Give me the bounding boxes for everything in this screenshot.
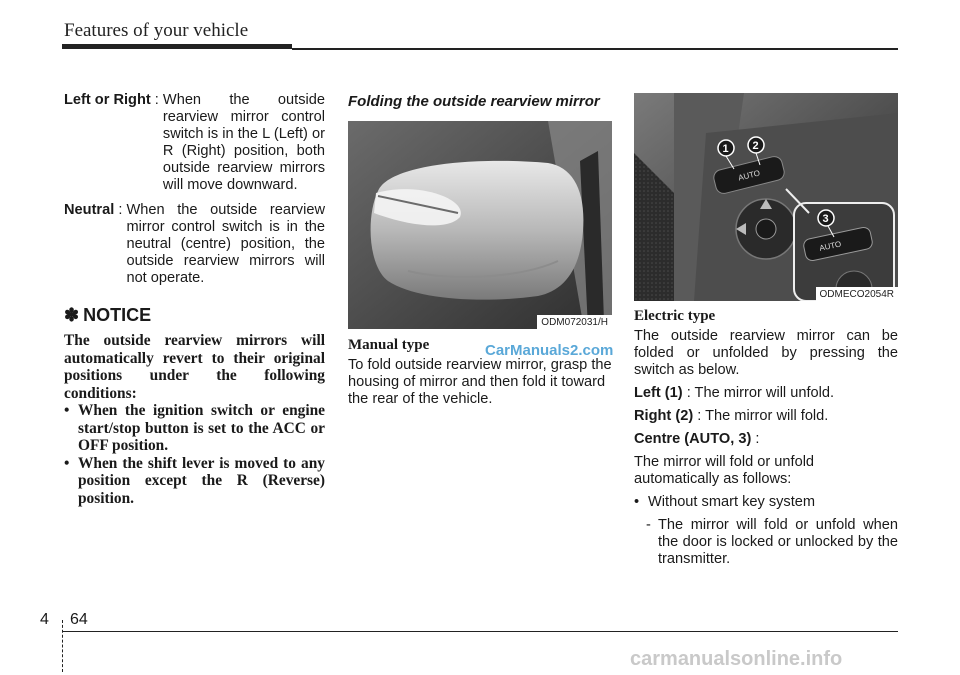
bullet-text: Without smart key system [648, 494, 816, 510]
electric-switch-figure [634, 93, 898, 301]
footer-separator [62, 620, 63, 672]
callout-1-text: 1 [722, 143, 729, 155]
item-term: Centre (AUTO, 3) [634, 431, 752, 447]
manual-type-paragraph: To fold outside rearview mirror, grasp the housing of mirror and then fold it toward the rear of the vehicle. [348, 357, 612, 407]
header-rule-thin [292, 48, 898, 50]
definition-desc: When the outside rearview mirror control switch is in the L (Left) or R (Right) position, both outside rearview mirrors will move downward. [162, 92, 325, 193]
page-header-title: Features of your vehicle [64, 20, 249, 41]
bullet-dot-icon: • [634, 494, 640, 510]
footer-chapter-number: 4 [40, 611, 49, 628]
bullet-dot-icon: • [64, 454, 70, 472]
item-left [634, 385, 898, 402]
notice-bullet-text: When the ignition switch or engine start/stop button is set to the ACC or OFF position. [78, 402, 325, 454]
watermark-carmanualsonline: carmanualsonline.info [630, 648, 843, 670]
bullet-dot-icon: • [64, 402, 70, 419]
item-desc: : The mirror will fold. [693, 408, 829, 424]
dash-text: The mirror will fold or unfold when the door is locked or unlocked by the transmitter. [658, 517, 898, 567]
dash-item [646, 517, 898, 568]
auto-paragraph: The mirror will fold or unfold automatically as follows: [634, 454, 815, 487]
definition-term: Left or Right [64, 92, 151, 108]
item-centre [634, 431, 898, 448]
watermark-carmanuals2: CarManuals2.com [485, 342, 614, 359]
section-title: Folding the outside rearview mirror [348, 93, 600, 110]
figure-code-label: ODM072031/H [537, 315, 612, 329]
item-term: Right (2) [634, 408, 694, 424]
dash-icon: - [646, 517, 651, 533]
definition-term: Neutral [64, 202, 115, 218]
item-right [634, 408, 898, 425]
notice-bullet [64, 455, 325, 508]
item-desc: : The mirror will unfold. [682, 385, 835, 401]
notice-title: NOTICE [83, 305, 152, 325]
footer-page-number: 64 [70, 611, 88, 628]
callout-2-text: 2 [752, 140, 759, 152]
figure-code-label: ODMECO2054R [816, 287, 898, 301]
definition-left-right [64, 92, 325, 194]
column-middle [348, 93, 612, 110]
column-right [634, 308, 898, 568]
item-term: Left (1) [634, 385, 683, 401]
definition-neutral [64, 202, 325, 287]
header-rule-thick [62, 44, 292, 49]
switch-illustration [634, 93, 898, 301]
notice-heading [64, 307, 325, 324]
switch-auto-text-zoom: AUTO [818, 239, 843, 253]
notice-star-icon: ✽ [64, 305, 80, 325]
definition-sep: : [114, 202, 127, 218]
notice-body [64, 332, 325, 507]
notice-bullet [64, 402, 325, 455]
definition-sep: : [150, 92, 163, 108]
electric-type-heading: Electric type [634, 308, 716, 324]
notice-bullet-text: When the shift lever is moved to any position except the R (Reverse) position. [78, 454, 325, 507]
manual-type-heading: Manual type [348, 337, 430, 353]
definition-desc: When the outside rearview mirror control switch is in the neutral (centre) position, the outside rearview mirrors will not operate. [126, 202, 325, 286]
manual-mirror-figure [348, 121, 612, 329]
switch-auto-text: AUTO [737, 168, 761, 183]
column-left [64, 92, 325, 507]
mirror-illustration [348, 121, 612, 329]
item-desc: : [751, 431, 760, 447]
notice-intro: The outside rearview mirrors will automatically revert to their original positions under the following conditions: [64, 332, 325, 402]
electric-type-paragraph: The outside rearview mirror can be folded or unfolded by pressing the switch as below. [634, 328, 898, 378]
callout-3-text: 3 [822, 213, 829, 225]
footer-rule [62, 631, 898, 632]
bullet-item [634, 494, 898, 511]
